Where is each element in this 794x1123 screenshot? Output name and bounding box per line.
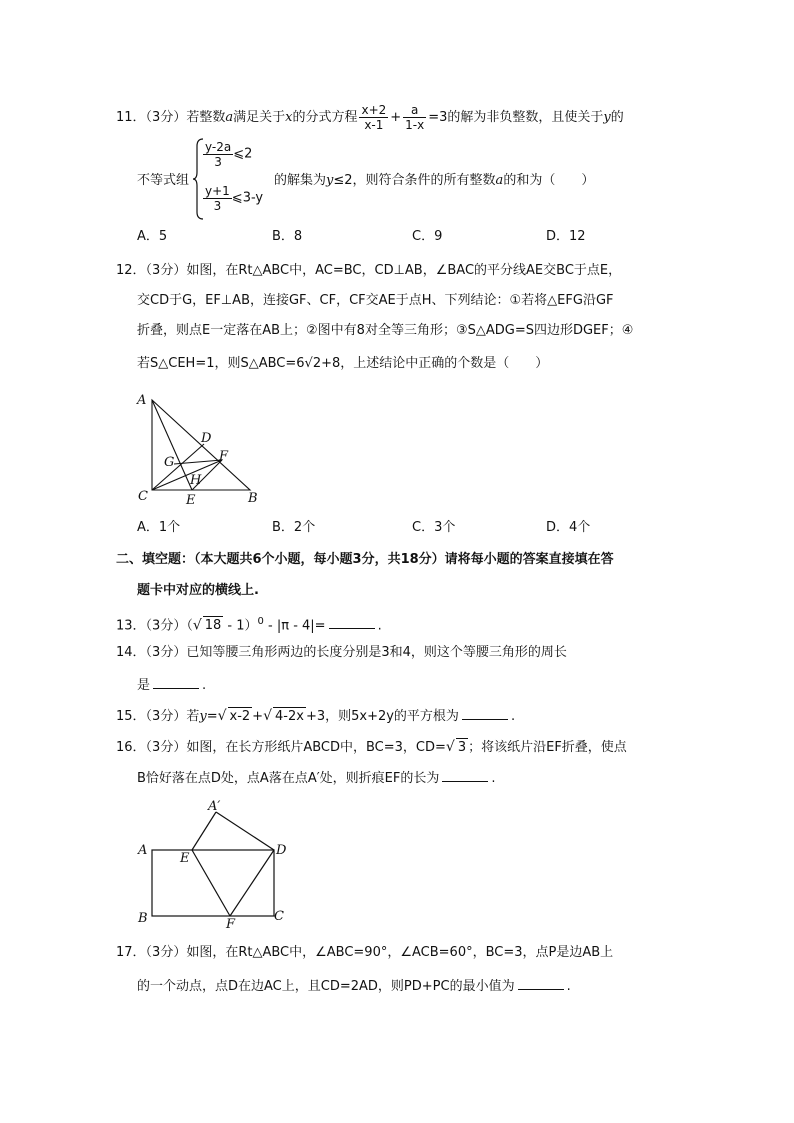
q14-line2: 是 .	[137, 678, 207, 693]
q12-option-a: A．1个	[137, 520, 181, 535]
fig12-label-b: B	[248, 491, 258, 506]
q16-rectangle-figure	[134, 798, 294, 928]
q11-option-a: A．5	[137, 229, 168, 244]
fig16-label-a-prime: A′	[208, 799, 221, 814]
q12-line2: 交CD于G，EF⊥AB，连接GF、CF，CF交AE于点H、下列结论：①若将△EFG沿GF	[137, 293, 614, 308]
q16-answer-blank[interactable]	[442, 769, 488, 782]
fig12-label-d: D	[201, 431, 212, 446]
q15-answer-blank[interactable]	[462, 707, 508, 720]
q12-options	[137, 519, 637, 537]
q15-line: 15．（3分）若y=√ x-2 +√ 4-2x +3，则5x+2y的平方根为 .	[116, 708, 516, 724]
fig12-label-h: H	[190, 473, 202, 488]
q13-line: 13．（3分）（√ 18 - 1）$^0$ - |π - 4|= .	[116, 616, 382, 634]
fig16-label-d: D	[276, 843, 287, 858]
q11-line2-tail: 的解集为y≤2，则符合条件的所有整数a的和为（ ）	[274, 173, 595, 188]
q16-line1: 16．（3分）如图，在长方形纸片ABCD中，BC=3，CD=√ 3 ；将该纸片沿EF折叠，使点	[116, 739, 627, 755]
q12-line4: 若S△CEH=1，则S△ABC=6√2+8，上述结论中正确的个数是（ ）	[137, 356, 549, 371]
fig16-label-a: A	[138, 843, 148, 858]
q12-option-b: B．2个	[272, 520, 316, 535]
q16-line2: B恰好落在点D处，点A落在点A′处，则折痕EF的长为 .	[137, 771, 496, 786]
section2-heading-line2: 题卡中对应的横线上.	[137, 583, 259, 598]
fraction-1: $\frac{x+2}{x-1}$	[361, 103, 387, 132]
fig12-label-g: G	[164, 455, 175, 470]
fig12-label-a: A	[137, 393, 147, 408]
ineq-row-1: $\frac{y-2a}{3}$ ⩽2	[205, 140, 253, 169]
fig12-label-f: F	[219, 449, 229, 464]
fig16-label-f: F	[226, 917, 236, 928]
q14-line1: 14．（3分）已知等腰三角形两边的长度分别是3和4，则这个等腰三角形的周长	[116, 645, 567, 660]
fig16-label-b: B	[138, 911, 148, 926]
q13-answer-blank[interactable]	[329, 616, 375, 629]
q11-option-c: C．9	[412, 229, 443, 244]
q11-ineq-label: 不等式组	[137, 173, 190, 188]
q12-option-d: D．4个	[546, 520, 591, 535]
q17-answer-blank[interactable]	[518, 977, 564, 990]
q11-option-d: D．12	[546, 229, 586, 244]
fraction-2: $\frac{a}{1-x}$	[405, 103, 425, 132]
section2-heading-line1: 二、填空题：（本大题共6个小题，每小题3分，共18分）请将每小题的答案直接填在答	[116, 552, 614, 567]
q12-line1: 12．（3分）如图，在Rt△ABC中，AC=BC，CD⊥AB，∠BAC的平分线AE交BC于点E，	[116, 263, 622, 278]
fig16-label-e: E	[180, 851, 190, 866]
q12-triangle-figure	[130, 388, 270, 510]
q11-options	[137, 228, 637, 246]
q14-answer-blank[interactable]	[153, 676, 199, 689]
q11-line1: 11．（3分）若整数a满足关于x的分式方程 $\frac{x+2}{x-1}$ + $\frac{a}{1-x}$ =3的解为非负整数，且使关于y的	[116, 103, 624, 132]
q17-line1: 17．（3分）如图，在Rt△ABC中，∠ABC=90°，∠ACB=60°，BC=3，点P是边AB上	[116, 945, 614, 960]
q12-option-c: C．3个	[412, 520, 456, 535]
q11-option-b: B．8	[272, 229, 303, 244]
fig16-label-c: C	[274, 909, 284, 924]
q17-line2: 的一个动点，点D在边AC上，且CD=2AD，则PD+PC的最小值为 .	[137, 979, 571, 994]
fig12-label-e: E	[186, 493, 196, 508]
ineq-row-2: $\frac{y+1}{3}$ ⩽3-y	[205, 184, 264, 213]
q12-line3: 折叠，则点E一定落在AB上；②图中有8对全等三角形；③S△ADG=S四边形DGEF；④	[137, 323, 634, 338]
fig12-label-c: C	[138, 489, 148, 504]
